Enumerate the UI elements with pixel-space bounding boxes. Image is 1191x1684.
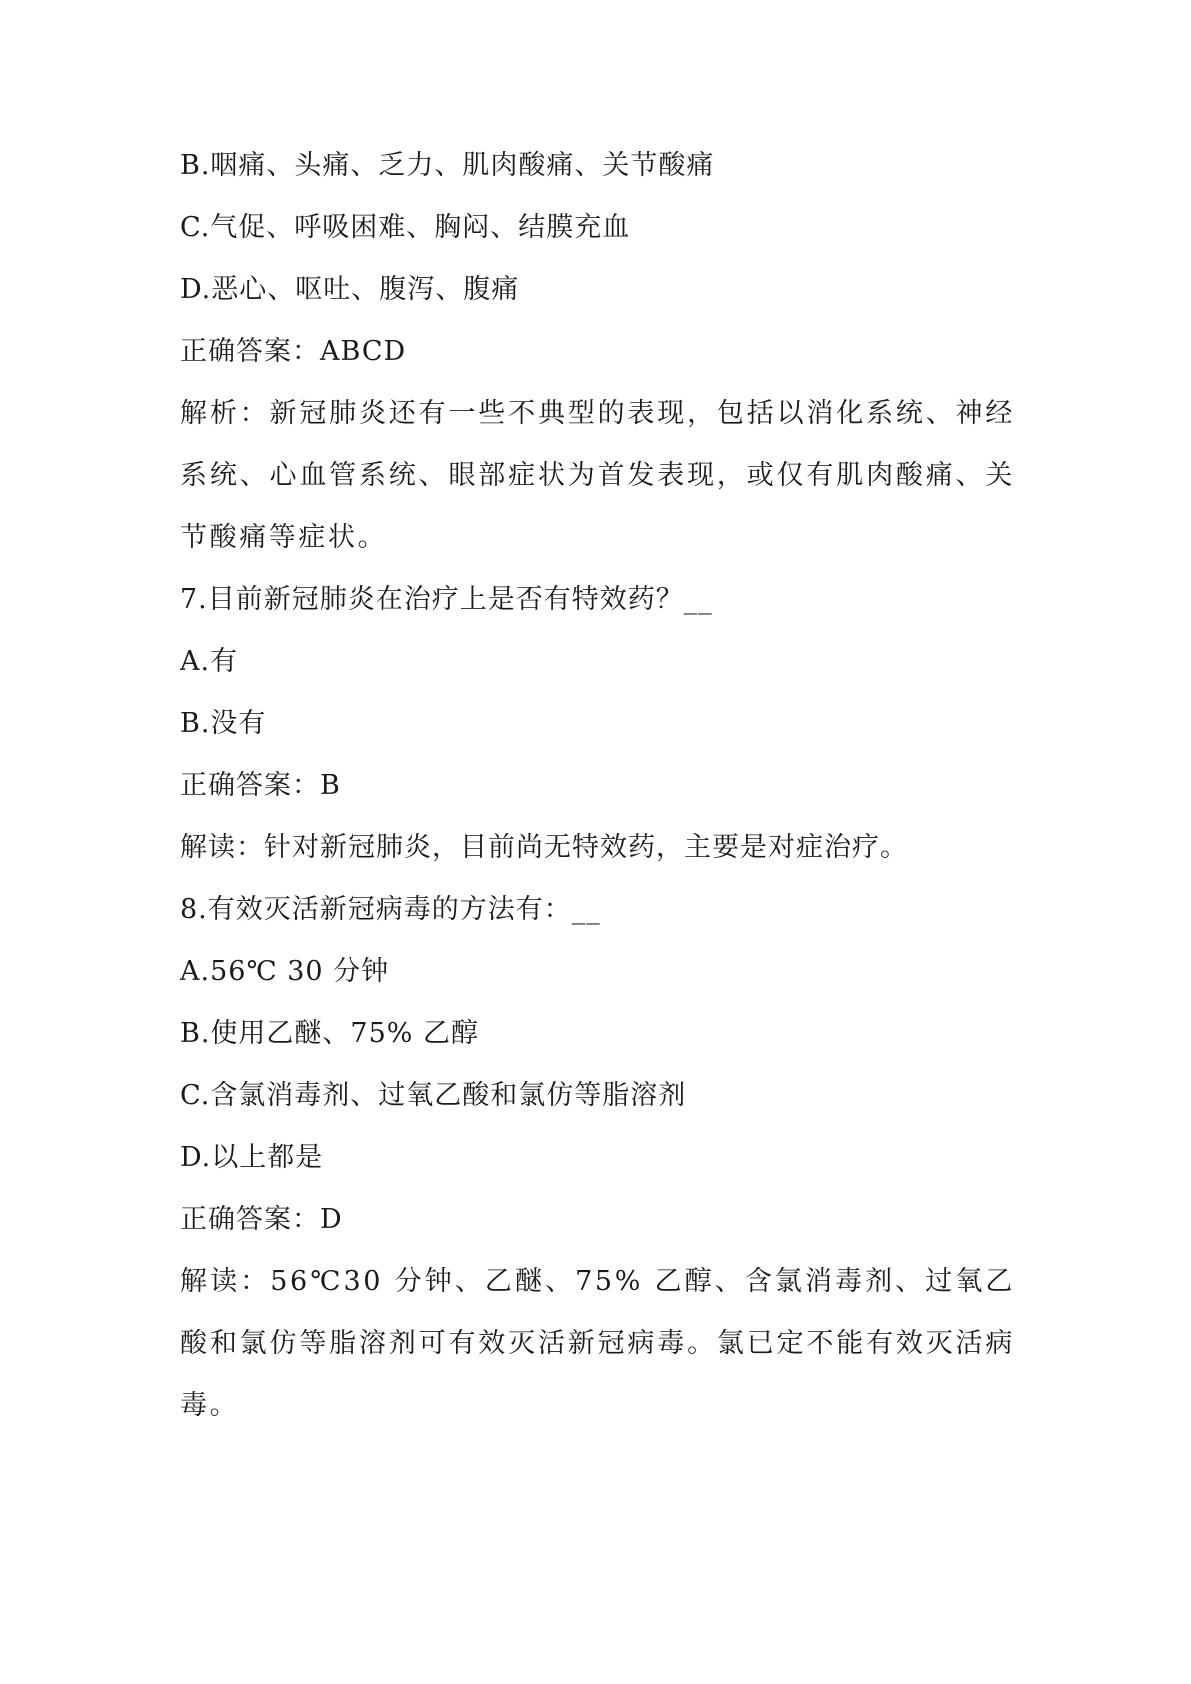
question-8-section bbox=[180, 879, 1015, 1437]
q8-option-a: A.56℃ 30 分钟 bbox=[180, 956, 390, 987]
q7-explanation: 解读：针对新冠肺炎，目前尚无特效药，主要是对症治疗。 bbox=[180, 832, 908, 863]
question-6-section bbox=[180, 135, 1015, 569]
q6-option-c: C.气促、呼吸困难、胸闷、结膜充血 bbox=[180, 212, 631, 243]
question-7-section bbox=[180, 569, 1015, 879]
q6-option-b: B.咽痛、头痛、乏力、肌肉酸痛、关节酸痛 bbox=[180, 150, 715, 181]
q6-answer: 正确答案：ABCD bbox=[180, 336, 407, 367]
q6-option-d: D.恶心、呕吐、腹泻、腹痛 bbox=[180, 274, 520, 305]
q8-explanation: 解读：56℃30 分钟、乙醚、75% 乙醇、含氯消毒剂、过氧乙酸和氯仿等脂溶剂可有效灭活新冠病毒。氯已定不能有效灭活病毒。 bbox=[180, 1266, 1015, 1421]
q8-answer: 正确答案：D bbox=[180, 1204, 343, 1235]
q8-question: 8.有效灭活新冠病毒的方法有：__ bbox=[180, 894, 601, 925]
q7-option-b: B.没有 bbox=[180, 708, 267, 739]
q8-option-c: C.含氯消毒剂、过氧乙酸和氯仿等脂溶剂 bbox=[180, 1080, 687, 1111]
q6-explanation: 解析：新冠肺炎还有一些不典型的表现，包括以消化系统、神经系统、心血管系统、眼部症状为首发表现，或仅有肌肉酸痛、关节酸痛等症状。 bbox=[180, 398, 1015, 553]
q7-option-a: A.有 bbox=[180, 646, 239, 677]
q8-option-b: B.使用乙醚、75% 乙醇 bbox=[180, 1018, 480, 1049]
document-page bbox=[180, 135, 1015, 1437]
q7-answer: 正确答案：B bbox=[180, 770, 341, 801]
q8-option-d: D.以上都是 bbox=[180, 1142, 324, 1173]
q7-question: 7.目前新冠肺炎在治疗上是否有特效药？__ bbox=[180, 584, 713, 615]
